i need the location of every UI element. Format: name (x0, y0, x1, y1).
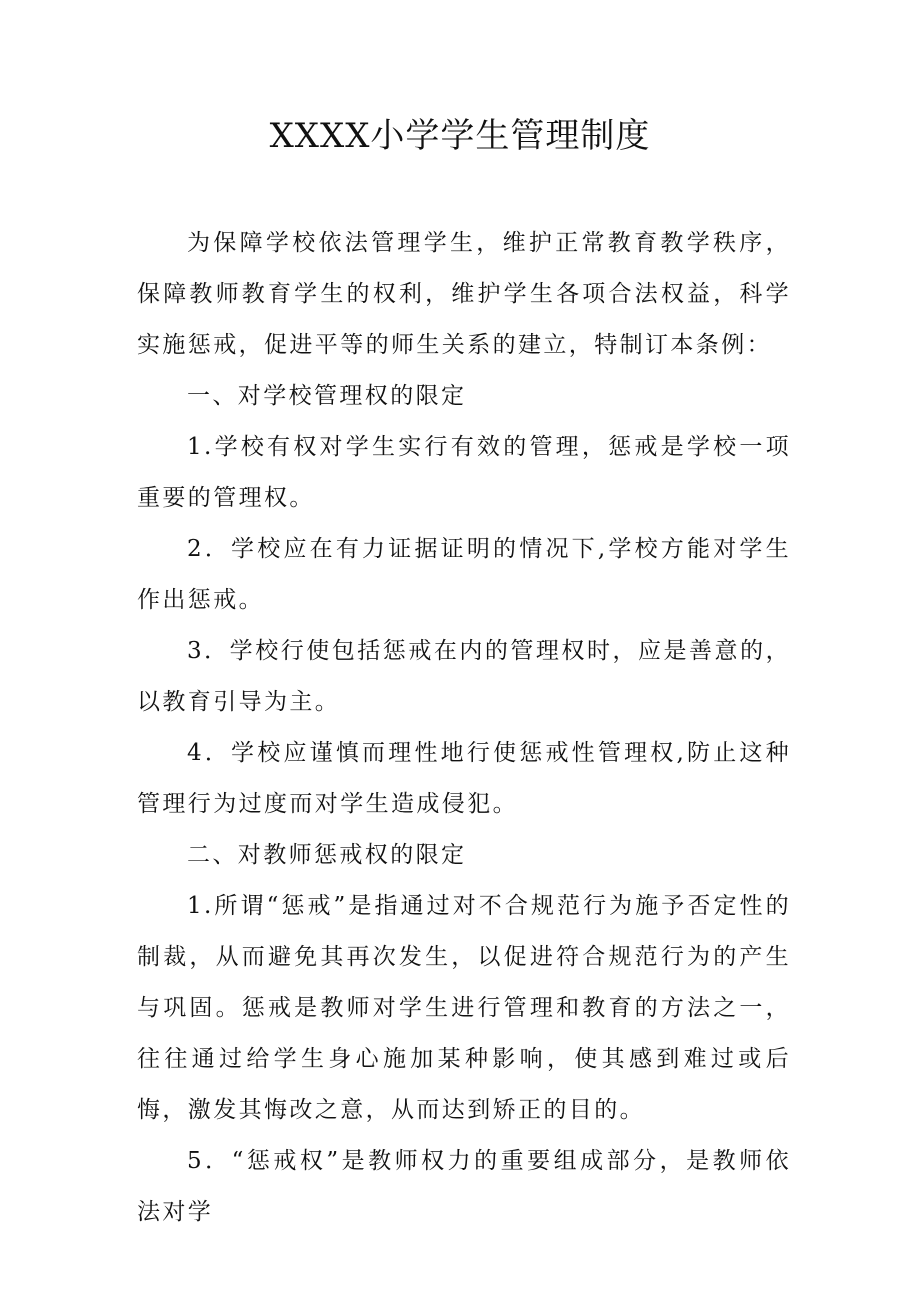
clause-paragraph: 3．学校行使包括惩戒在内的管理权时，应是善意的，以教育引导为主。 (137, 638, 791, 715)
document-title: XXXX小学学生管理制度 (269, 116, 651, 156)
clause-paragraph: 1.学校有权对学生实行有效的管理，惩戒是学校一项重要的管理权。 (137, 434, 791, 511)
clause-paragraph: 4．学校应谨慎而理性地行使惩戒性管理权,防止这种管理行为过度而对学生造成侵犯。 (137, 740, 791, 817)
clause-paragraph: 2．学校应在有力证据证明的情况下,学校方能对学生作出惩戒。 (137, 536, 791, 613)
section-heading-teacher-discipline: 二、对教师惩戒权的限定 (187, 842, 467, 868)
document-body (137, 218, 791, 1238)
intro-paragraph: 为保障学校依法管理学生，维护正常教育教学秩序，保障教师教育学生的权利，维护学生各项合法权益，科学实施惩戒，促进平等的师生关系的建立，特制订本条例： (137, 230, 791, 358)
section-heading-school-management: 一、对学校管理权的限定 (187, 383, 467, 409)
clause-paragraph: 5．“惩戒权”是教师权力的重要组成部分，是教师依法对学 (137, 1148, 791, 1225)
clause-paragraph: 1.所谓“惩戒”是指通过对不合规范行为施予否定性的制裁，从而避免其再次发生，以促进符合规范行为的产生与巩固。惩戒是教师对学生进行管理和教育的方法之一，往往通过给学生身心施加某种影响，使其感到难过或后悔，激发其悔改之意，从而达到矫正的目的。 (137, 893, 791, 1123)
